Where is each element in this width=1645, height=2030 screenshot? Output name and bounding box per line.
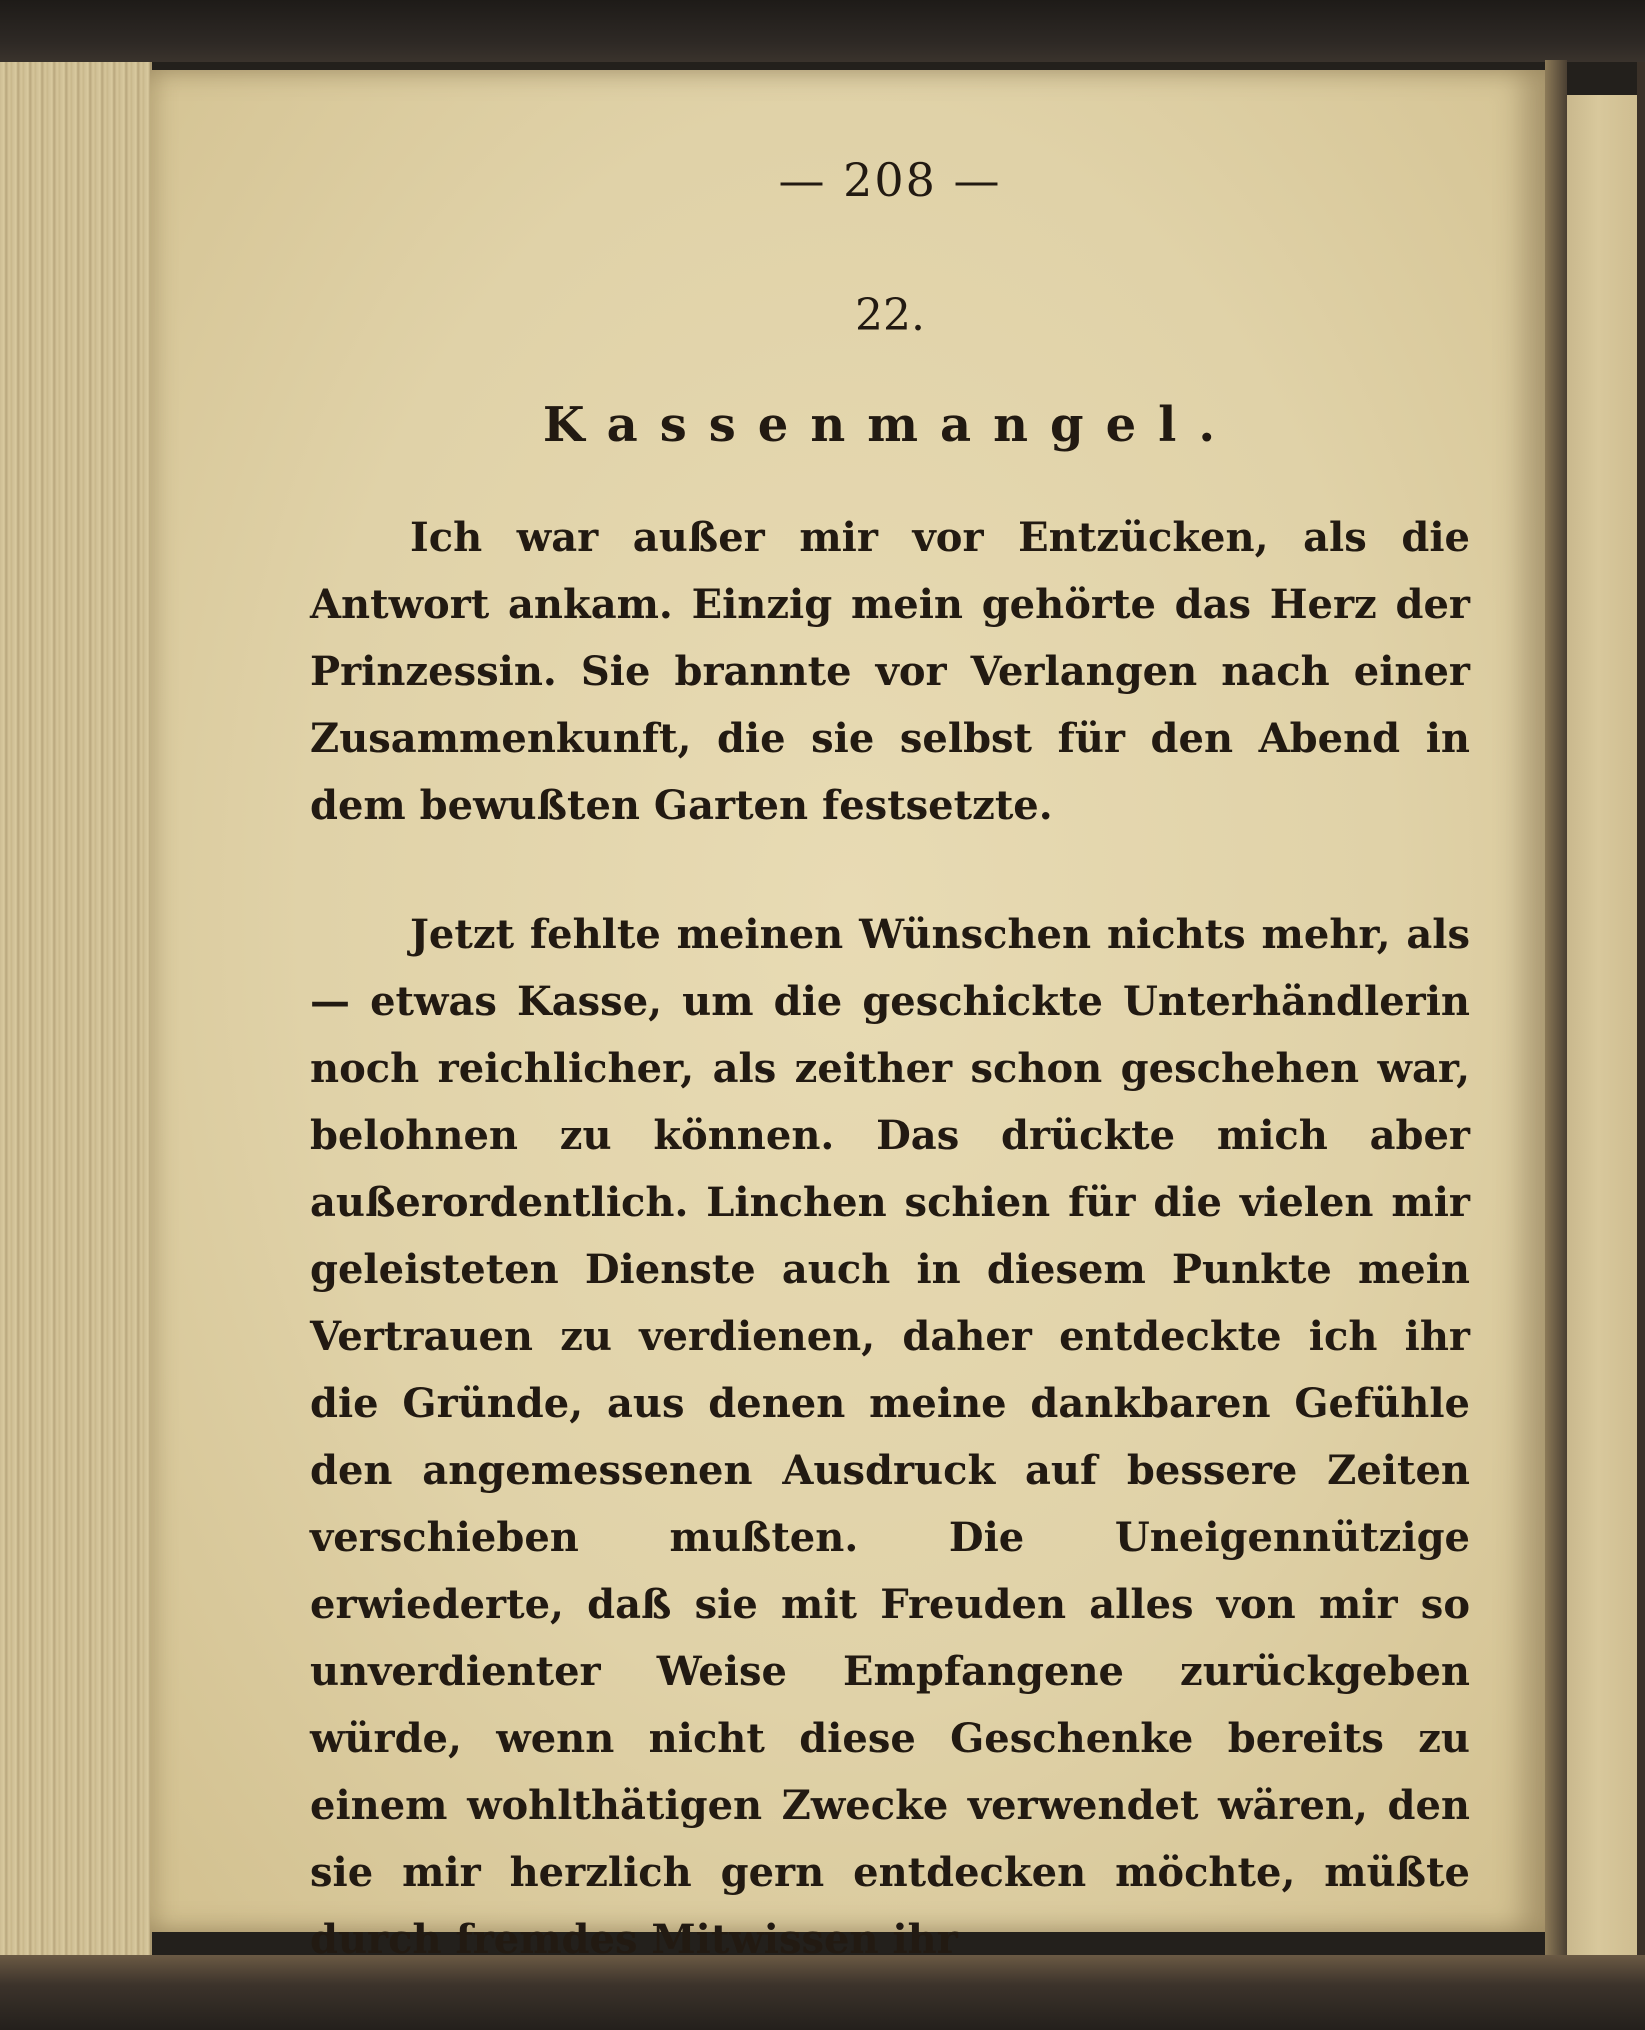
facing-page-edge [1567, 95, 1645, 1955]
book-gutter [1545, 60, 1567, 1960]
paragraph: Jetzt fehlte meinen Wünschen nichts mehr, als — etwas Kasse, um die geschickte Unterhändlerin noch reichlicher, als zeither schon geschehen war, belohnen zu können. Das drückte mich aber außerordentlich. Linchen schien für die vielen mir geleisteten Dienste auch in diesem Punkte mein Vertrauen zu verdienen, daher entdeckte ich ihr die Gründe, aus denen meine dankbaren Gefühle den angemessenen Ausdruck auf bessere Zeiten verschieben mußten. Die Uneigennützige erwiederte, daß sie mit Freuden alles von mir so unverdienter Weise Empfangene zurückgeben würde, wenn nicht diese Geschenke bereits zu einem wohlthätigen Zwecke verwendet wären, den sie mir herzlich gern entdecken möchte, müßte durch fremdes Mitwissen ihr [310, 911, 1470, 1963]
page-number: — 208 — [778, 153, 1002, 207]
paragraph: Ich war außer mir vor Entzücken, als die Antwort ankam. Einzig mein gehörte das Herz der Prinzessin. Sie brannte vor Verlangen nach einer Zusammenkunft, die sie selbst für den Abend in dem bewußten Garten festsetzte. [310, 514, 1470, 829]
page-edges [0, 62, 152, 1962]
book-binding-top [0, 0, 1645, 62]
chapter-number: 22. [855, 290, 925, 341]
chapter-title: Kassenmangel. [542, 397, 1238, 453]
page-text-block [310, 150, 1470, 1973]
book-cover-edge [1637, 62, 1645, 2030]
